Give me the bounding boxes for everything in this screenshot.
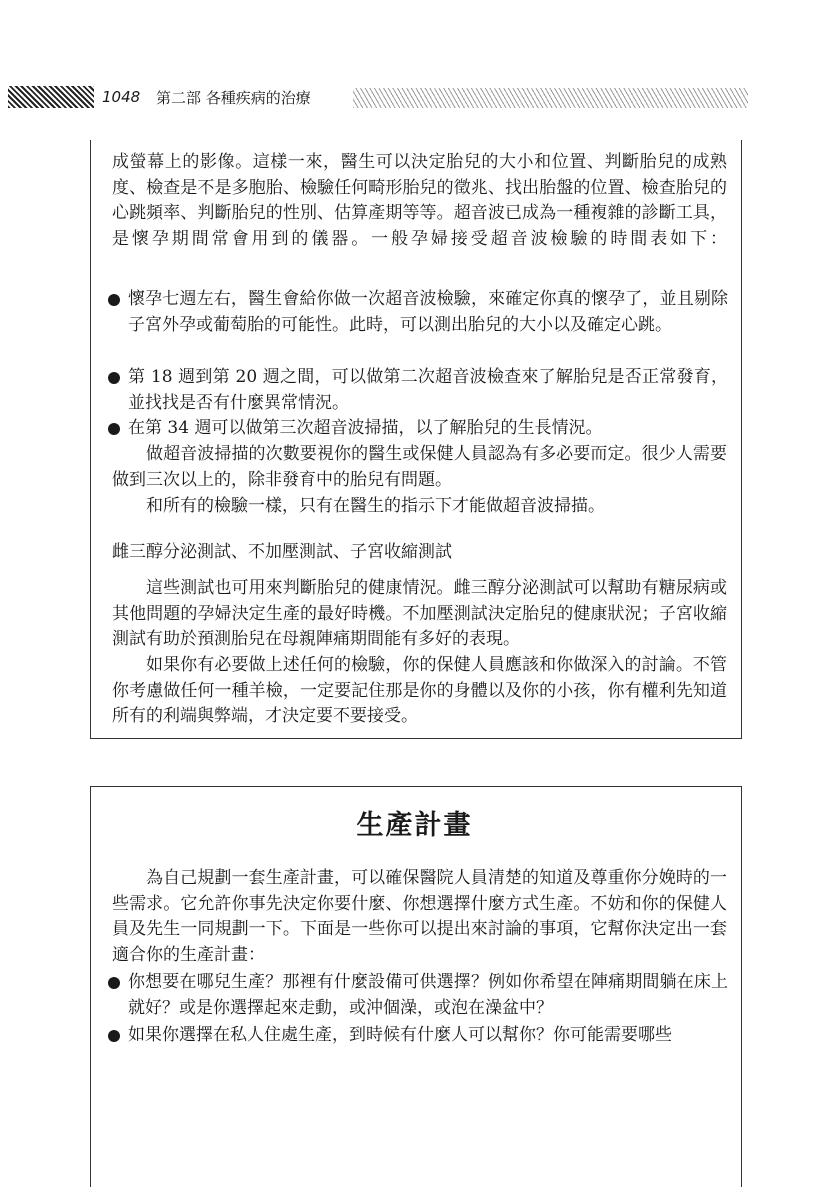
- paragraph-tests: 這些測試也可用來判斷胎兒的健康情況。雌三醇分泌測試可以幫助有糖尿病或其他問題的孕婦決定生產的最好時機。不加壓測試決定胎兒的健康狀況；子宮收縮測試有助於預測胎兒在母親陣痛期間能有多好的表現。: [112, 578, 727, 649]
- header-ornament-left: [8, 86, 94, 108]
- box-title: 生產計畫: [356, 810, 473, 841]
- bullet-icon: [108, 372, 120, 384]
- paragraph-discussion: 如果你有必要做上述任何的檢驗，你的保健人員應該和你做深入的討論。不管你考慮做任何一種羊檢，一定要記住那是你的身體以及你的小孩，你有權利先知道所有的利端與弊端，才決定要不要接受。: [112, 655, 727, 726]
- bullet-icon: [108, 977, 120, 989]
- page-number: 1048: [102, 88, 141, 106]
- bullet-text: 第 18 週到第 20 週之間，可以做第二次超音波檢查來了解胎兒是否正常發育，並找找是否有什麼異常情況。: [128, 367, 728, 413]
- bullet-icon: [108, 1030, 120, 1042]
- bullet-text: 如果你選擇在私人住處生產，到時候有什麼人可以幫你？你可能需要哪些: [128, 1025, 672, 1045]
- subheading-tests: 雌三醇分泌測試、不加壓測試、子宮收縮測試: [112, 542, 452, 562]
- running-header: [8, 82, 748, 112]
- paragraph-scan-frequency: 做超音波掃描的次數要視你的醫生或保健人員認為有多必要而定。很少人需要做到三次以上的，除非發育中的胎兒有問題。: [112, 444, 727, 490]
- bullet-text: 你想要在哪兒生產？那裡有什麼設備可供選擇？例如你希望在陣痛期間躺在床上就好？或是你選擇起來走動，或沖個澡，或泡在澡盆中？: [128, 972, 728, 1018]
- header-ornament-right: [353, 88, 748, 108]
- bullet-text: 懷孕七週左右，醫生會給你做一次超音波檢驗，來確定你真的懷孕了，並且剔除子宮外孕或葡萄胎的可能性。此時，可以測出胎兒的大小以及確定心跳。: [128, 289, 728, 335]
- bullet-text: 在第 34 週可以做第三次超音波掃描，以了解胎兒的生長情況。: [128, 418, 603, 438]
- bullet-icon: [108, 423, 120, 435]
- paragraph-birth-plan-intro: 為自己規劃一套生產計畫，可以確保醫院人員清楚的知道及尊重你分娩時的一些需求。它允許你事先決定你要什麼、你想選擇什麼方式生產。不妨和你的保健人員及先生一同規劃一下。下面是一些你可以提出來討論的事項，它幫你決定出一套適合你的生產計畫：: [112, 868, 727, 965]
- section-label: 第二部 各種疾病的治療: [156, 89, 311, 107]
- paragraph-ultrasound-intro: 成螢幕上的影像。這樣一來，醫生可以決定胎兒的大小和位置、判斷胎兒的成熟度、檢查是不是多胞胎、檢驗任何畸形胎兒的徵兆、找出胎盤的位置、檢查胎兒的心跳頻率、判斷胎兒的性別、估算產期等等。超音波已成為一種複雜的診斷工具，是懷孕期間常會用到的儀器。一般孕婦接受超音波檢驗的時間表如下：: [112, 152, 727, 249]
- paragraph-doctor-instruction: 和所有的檢驗一樣，只有在醫生的指示下才能做超音波掃描。: [146, 496, 605, 516]
- bullet-icon: [108, 294, 120, 306]
